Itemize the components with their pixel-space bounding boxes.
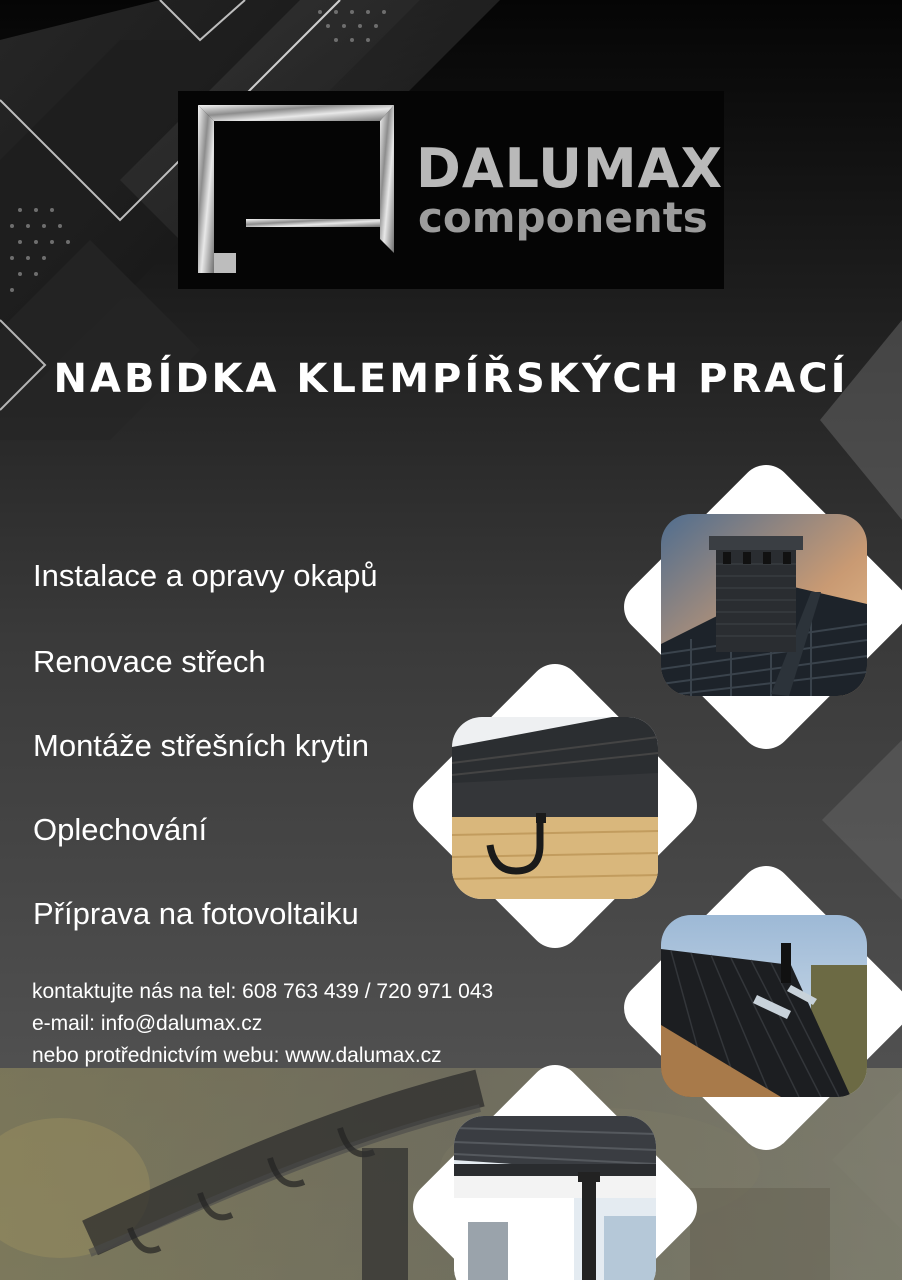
contact-web: nebo protřednictvím webu: www.dalumax.cz: [32, 1044, 442, 1067]
page-title: NABÍDKA KLEMPÍŘSKÝCH PRACÍ: [53, 356, 849, 402]
brand-name: DALUMAX: [416, 137, 724, 200]
contact-phone: kontaktujte nás na tel: 608 763 439 / 720 971 043: [32, 980, 494, 1003]
brand-tagline: components: [418, 193, 708, 242]
logo-frame-icon: [196, 103, 396, 275]
downspout-photo: [454, 1116, 656, 1280]
brand-logo: [178, 91, 724, 289]
service-item: Instalace a opravy okapů: [33, 558, 378, 593]
service-item: Montáže střešních krytin: [33, 728, 369, 763]
downspout-tile: [400, 1052, 710, 1280]
service-item: Renovace střech: [33, 644, 266, 679]
service-item: Oplechování: [33, 812, 208, 847]
service-item: Příprava na fotovoltaiku: [33, 896, 359, 931]
contact-email: e-mail: info@dalumax.cz: [32, 1012, 263, 1035]
